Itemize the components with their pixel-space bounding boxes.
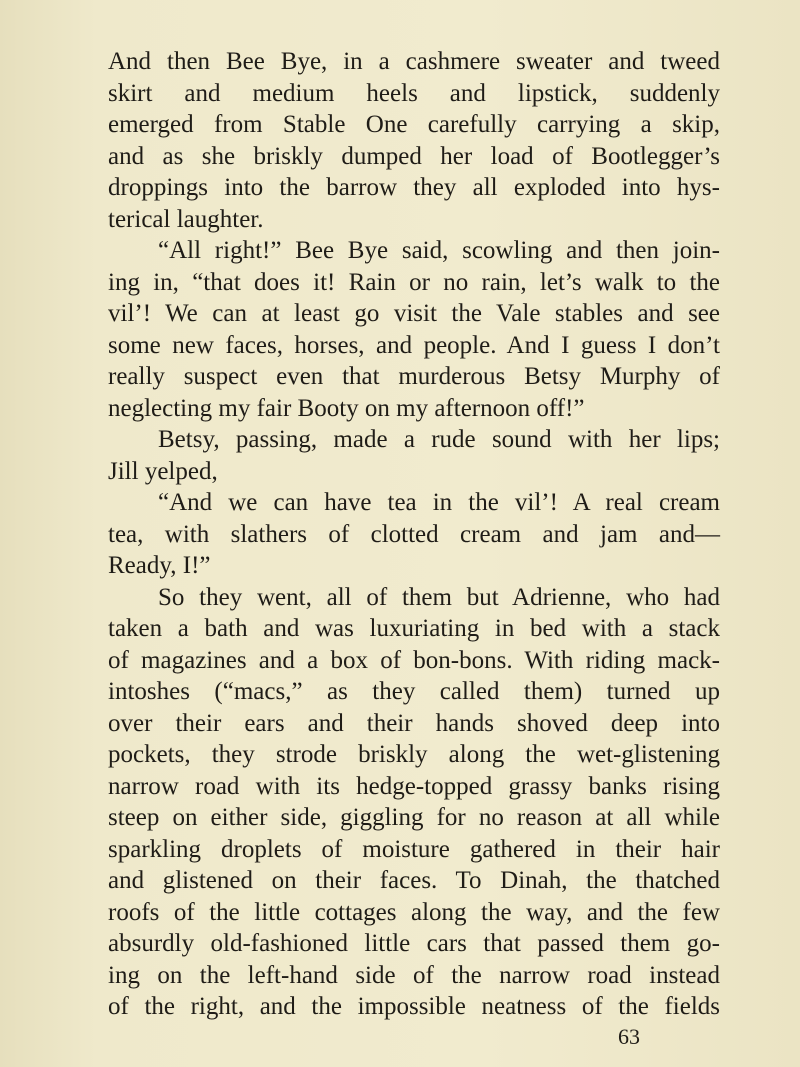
text-line: of magazines and a box of bon-bons. With riding mack- [108,646,720,674]
text-line: Betsy, passing, made a rude sound with her lips; [158,426,720,453]
text-line: ing in, “that does it! Rain or no rain, let’s walk to the [108,268,720,296]
text-line: narrow road with its hedge-topped grassy banks rising [108,772,720,800]
text-line: tea, with slathers of clotted cream and jam and— [108,520,720,548]
text-line: absurdly old-fashioned little cars that passed them go- [108,930,720,957]
text-line: “All right!” Bee Bye said, scowling and then join- [158,237,720,264]
text-line: So they went, all of them but Adrienne, who had [158,583,720,611]
text-line: and as she briskly dumped her load of Bootlegger’s [108,142,720,170]
text-line: vil’! We can at least go visit the Vale stables and see [108,300,720,327]
text-line: neglecting my fair Booty on my afternoon off!” [108,394,585,422]
text-line: skirt and medium heels and lipstick, suddenly [108,79,720,107]
text-line: terical laughter. [108,205,264,233]
text-line: Jill yelped, [108,457,218,485]
text-line: some new faces, horses, and people. And I guess I don’t [108,331,720,359]
text-line: steep on either side, giggling for no reason at all while [108,804,720,831]
text-line: of the right, and the impossible neatness of the fields [108,993,720,1020]
text-line: taken a bath and was luxuriating in bed with a stack [108,615,720,642]
text-line: and glistened on their faces. To Dinah, the thatched [108,867,720,894]
text-line: emerged from Stable One carefully carrying a skip, [108,111,720,138]
text-line: roofs of the little cottages along the way, and the few [108,898,720,926]
text-line: intoshes (“macs,” as they called them) turned up [108,678,720,705]
text-line: droppings into the barrow they all exploded into hys- [108,174,720,201]
text-line: ing on the left-hand side of the narrow road instead [108,961,720,989]
text-line: over their ears and their hands shoved deep into [108,709,720,737]
text-line: Ready, I!” [108,552,211,579]
text-line: “And we can have tea in the vil’! A real cream [158,489,720,516]
body-text [108,46,720,1023]
text-line: sparkling droplets of moisture gathered in their hair [108,835,720,863]
text-line: really suspect even that murderous Betsy Murphy of [108,363,720,390]
text-line: And then Bee Bye, in a cashmere sweater and tweed [108,48,720,75]
text-line: pockets, they strode briskly along the wet-glistening [108,741,720,768]
page-number: 63 [618,1024,640,1049]
